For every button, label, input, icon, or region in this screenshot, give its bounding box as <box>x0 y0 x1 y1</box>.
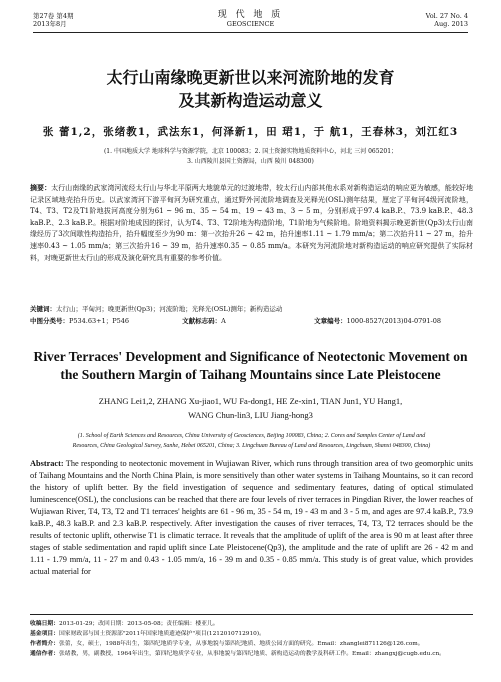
english-affil-line1: (1. School of Earth Sciences and Resources, China University of Geosciences, Beijing 100083, China; 2. Cores and Samples Center of Land and <box>77 433 426 439</box>
chinese-abstract-label: 摘要： <box>30 184 52 192</box>
corresponding-label: 通信作者： <box>30 651 59 657</box>
journal-name-cn: 现 代 地 质 <box>217 10 284 20</box>
chinese-title-line2: 及其新构造运动意义 <box>178 91 323 110</box>
date-en: Aug. 2013 <box>434 20 468 28</box>
english-abstract-text: The responding to neotectonic movement in Wujiawan River, which runs through transition area of two geomorphic units of Taihang Mountains and the North China Plain, is more sensitively than other water systems in Taihang Mountains, so it can record the history of uplift better. By the field investigation of sequence and sedimentary features, dating of optical stimulated luminescence(OSL), the conclusions can be reached that there are four levels of river terraces in Pingdian River, the lower reaches of Wujiawan River, T4, T3, T2 and T1 terraces' heights are 61 - 96 m, 35 - 54 m, 19 - 43 m and 3 - 5 m, and ages are 97.4 kaB.P., 73.9 kaB.P., 48.3 kaB.P. and 2.3 kaB.P. respectively. After investigation the causes of river terraces, T4, T3, T2 terraces should be the results of tectonic uplift, otherwise T1 is climatic terrace. It reveals that the amplitude of uplift of the area is 90 m at least after three stages of stable sedimentation and rapid uplift since Late Pleistocene(Qp3), the amplitude and the rate of uplift are 26 - 42 m and 1.11 - 1.79 mm/a, 11 - 27 m and 0.43 - 1.05 mm/a, 16 - 39 m and 0.35 - 0.85 mm/a. This study is of great value, which provides actual material for <box>30 459 473 576</box>
doc-code-label: 文献标志码： <box>182 317 222 325</box>
english-abstract <box>30 458 473 578</box>
header-center <box>33 10 468 28</box>
article-number: 1000-8527(2013)04-0791-08 <box>346 317 442 325</box>
english-authors-line1: ZHANG Lei1,2, ZHANG Xu-jiao1, WU Fa-dong1, HE Ze-xin1, TIAN Jun1, YU Hang1, <box>98 396 403 406</box>
keywords: 太行山；平甸河；晚更新世(Qp3)；河流阶地；光释光(OSL)测年；新构造运动 <box>56 305 283 313</box>
chinese-authors: 张 蕾1,2，张绪教1，武法东1，何泽新1，田 珺1，于 航1，王春林3，刘江红3 <box>42 126 459 138</box>
volume-issue-cn: 第27卷 第4期 <box>33 12 74 20</box>
doc-code-field <box>182 316 312 325</box>
english-authors-line2: WANG Chun-lin3, LIU Jiang-hong3 <box>188 410 313 420</box>
author-label: 作者简介： <box>30 641 59 647</box>
received-text: 2013-01-29；改回日期：2013-05-08；责任编辑：楼亚儿。 <box>59 621 219 627</box>
clc-field <box>30 316 180 325</box>
doc-code: A <box>221 317 226 325</box>
footnotes <box>30 614 473 659</box>
chinese-affil-line2: 3. 山西陵川县国土资源局，山西 陵川 048300) <box>187 158 314 165</box>
article-number-field <box>314 316 441 325</box>
chinese-affiliations <box>40 147 461 167</box>
english-affiliations <box>30 431 473 451</box>
running-header <box>33 10 468 33</box>
journal-name-en: GEOSCIENCE <box>226 20 275 28</box>
footnote-fund <box>30 629 473 639</box>
chinese-title-line1: 太行山南缘晚更新世以来河流阶地的发育 <box>106 68 395 87</box>
chinese-title <box>0 66 501 112</box>
english-affil-line2: Resources, China Geological Survey, Sanhe, Hebei 065201, China; 3. Lingchuan Bureau of Land and Resources, Lingchuan, Shanxi 048300, China) <box>72 443 431 449</box>
english-authors <box>20 394 481 422</box>
chinese-abstract <box>30 183 473 264</box>
chinese-affil-line1: (1. 中国地质大学 地球科学与资源学院，北京 100083；2. 国土资源实物地质资料中心，河北 三河 065201； <box>103 148 398 155</box>
clc-label: 中图分类号： <box>30 317 69 325</box>
footnote-corresponding <box>30 649 473 659</box>
corresponding-text: 张绪教，男，副教授，1964年出生，第四纪地质学专业，从事地貌与第四纪地质、新构造运动的教学及科研工作。Email：zhangxj@cugb.edu.cn。 <box>59 651 445 657</box>
classification-row <box>30 316 473 325</box>
received-label: 收稿日期： <box>30 621 59 627</box>
keywords-row <box>30 304 473 313</box>
article-number-label: 文章编号： <box>314 317 347 325</box>
volume-issue-en: Vol. 27 No. 4 <box>425 12 468 20</box>
author-text: 张蕾，女，硕士，1988年出生，第四纪地质学专业，从事地貌与第四纪地质、地质公园方面的研究。Email：zhanglei871126@126.com。 <box>59 641 424 647</box>
keywords-label: 关键词： <box>30 305 56 313</box>
footnote-received <box>30 619 473 629</box>
header-right <box>426 12 468 28</box>
english-abstract-label: Abstract: <box>30 459 64 468</box>
clc-number: P534.63+1；P546 <box>69 317 129 325</box>
english-title-line1: River Terraces' Development and Significance of Neotectonic Movement on <box>33 349 468 364</box>
chinese-abstract-text: 太行山南缘的武家湾河流经太行山与华北平原两大地貌单元的过渡地带，较太行山内部其他水系对新构造运动的响应更为敏感，能较好地记录区域地壳抬升历史。以武家湾河下游平甸河为研究重点，通过野外河流阶地调查及光释光(OSL)测年结果，厘定了平甸河4级河流阶地，T4、T3、T2及T1阶地拔河高度分别为61 ~ 96 m、35 ~ 54 m、19 ~ 43 m、3 ~ 5 m，分别形成于97.4 kaB.P.、73.9 kaB.P.、48.3 kaB.P.、2.3 kaB.P.。根据对阶地成因的探讨，认为T4、T3、T2阶地为构造阶地，T1阶地为气候阶地。阶地资料揭示晚更新世(Qp3)太行山南缘经历了3次间歇性构造抬升，抬升幅度至少为90 m：第一次抬升26 ~ 42 m，抬升速率1.11 ~ 1.79 mm/a；第二次抬升11 ~ 27 m，抬升速率0.43 ~ 1.05 mm/a；第三次抬升16 ~ 39 m，抬升速率0.35 ~ 0.85 mm/a。本研究为河流阶地对新构造运动的响应研究提供了实际材料，对晚更新世太行山的形成及演化研究具有重要的参考价值。 <box>30 184 474 262</box>
fund-label: 基金项目： <box>30 631 59 637</box>
date-cn: 2013年8月 <box>33 20 67 28</box>
english-title-line2: the Southern Margin of Taihang Mountains since Late Pleistocene <box>60 367 441 382</box>
english-title <box>20 348 481 384</box>
fund-text: 国家财政部与国土资源部"2011年国家地质遗迹保护"项目(1212010712910)。 <box>59 631 265 637</box>
footnote-author <box>30 639 473 649</box>
